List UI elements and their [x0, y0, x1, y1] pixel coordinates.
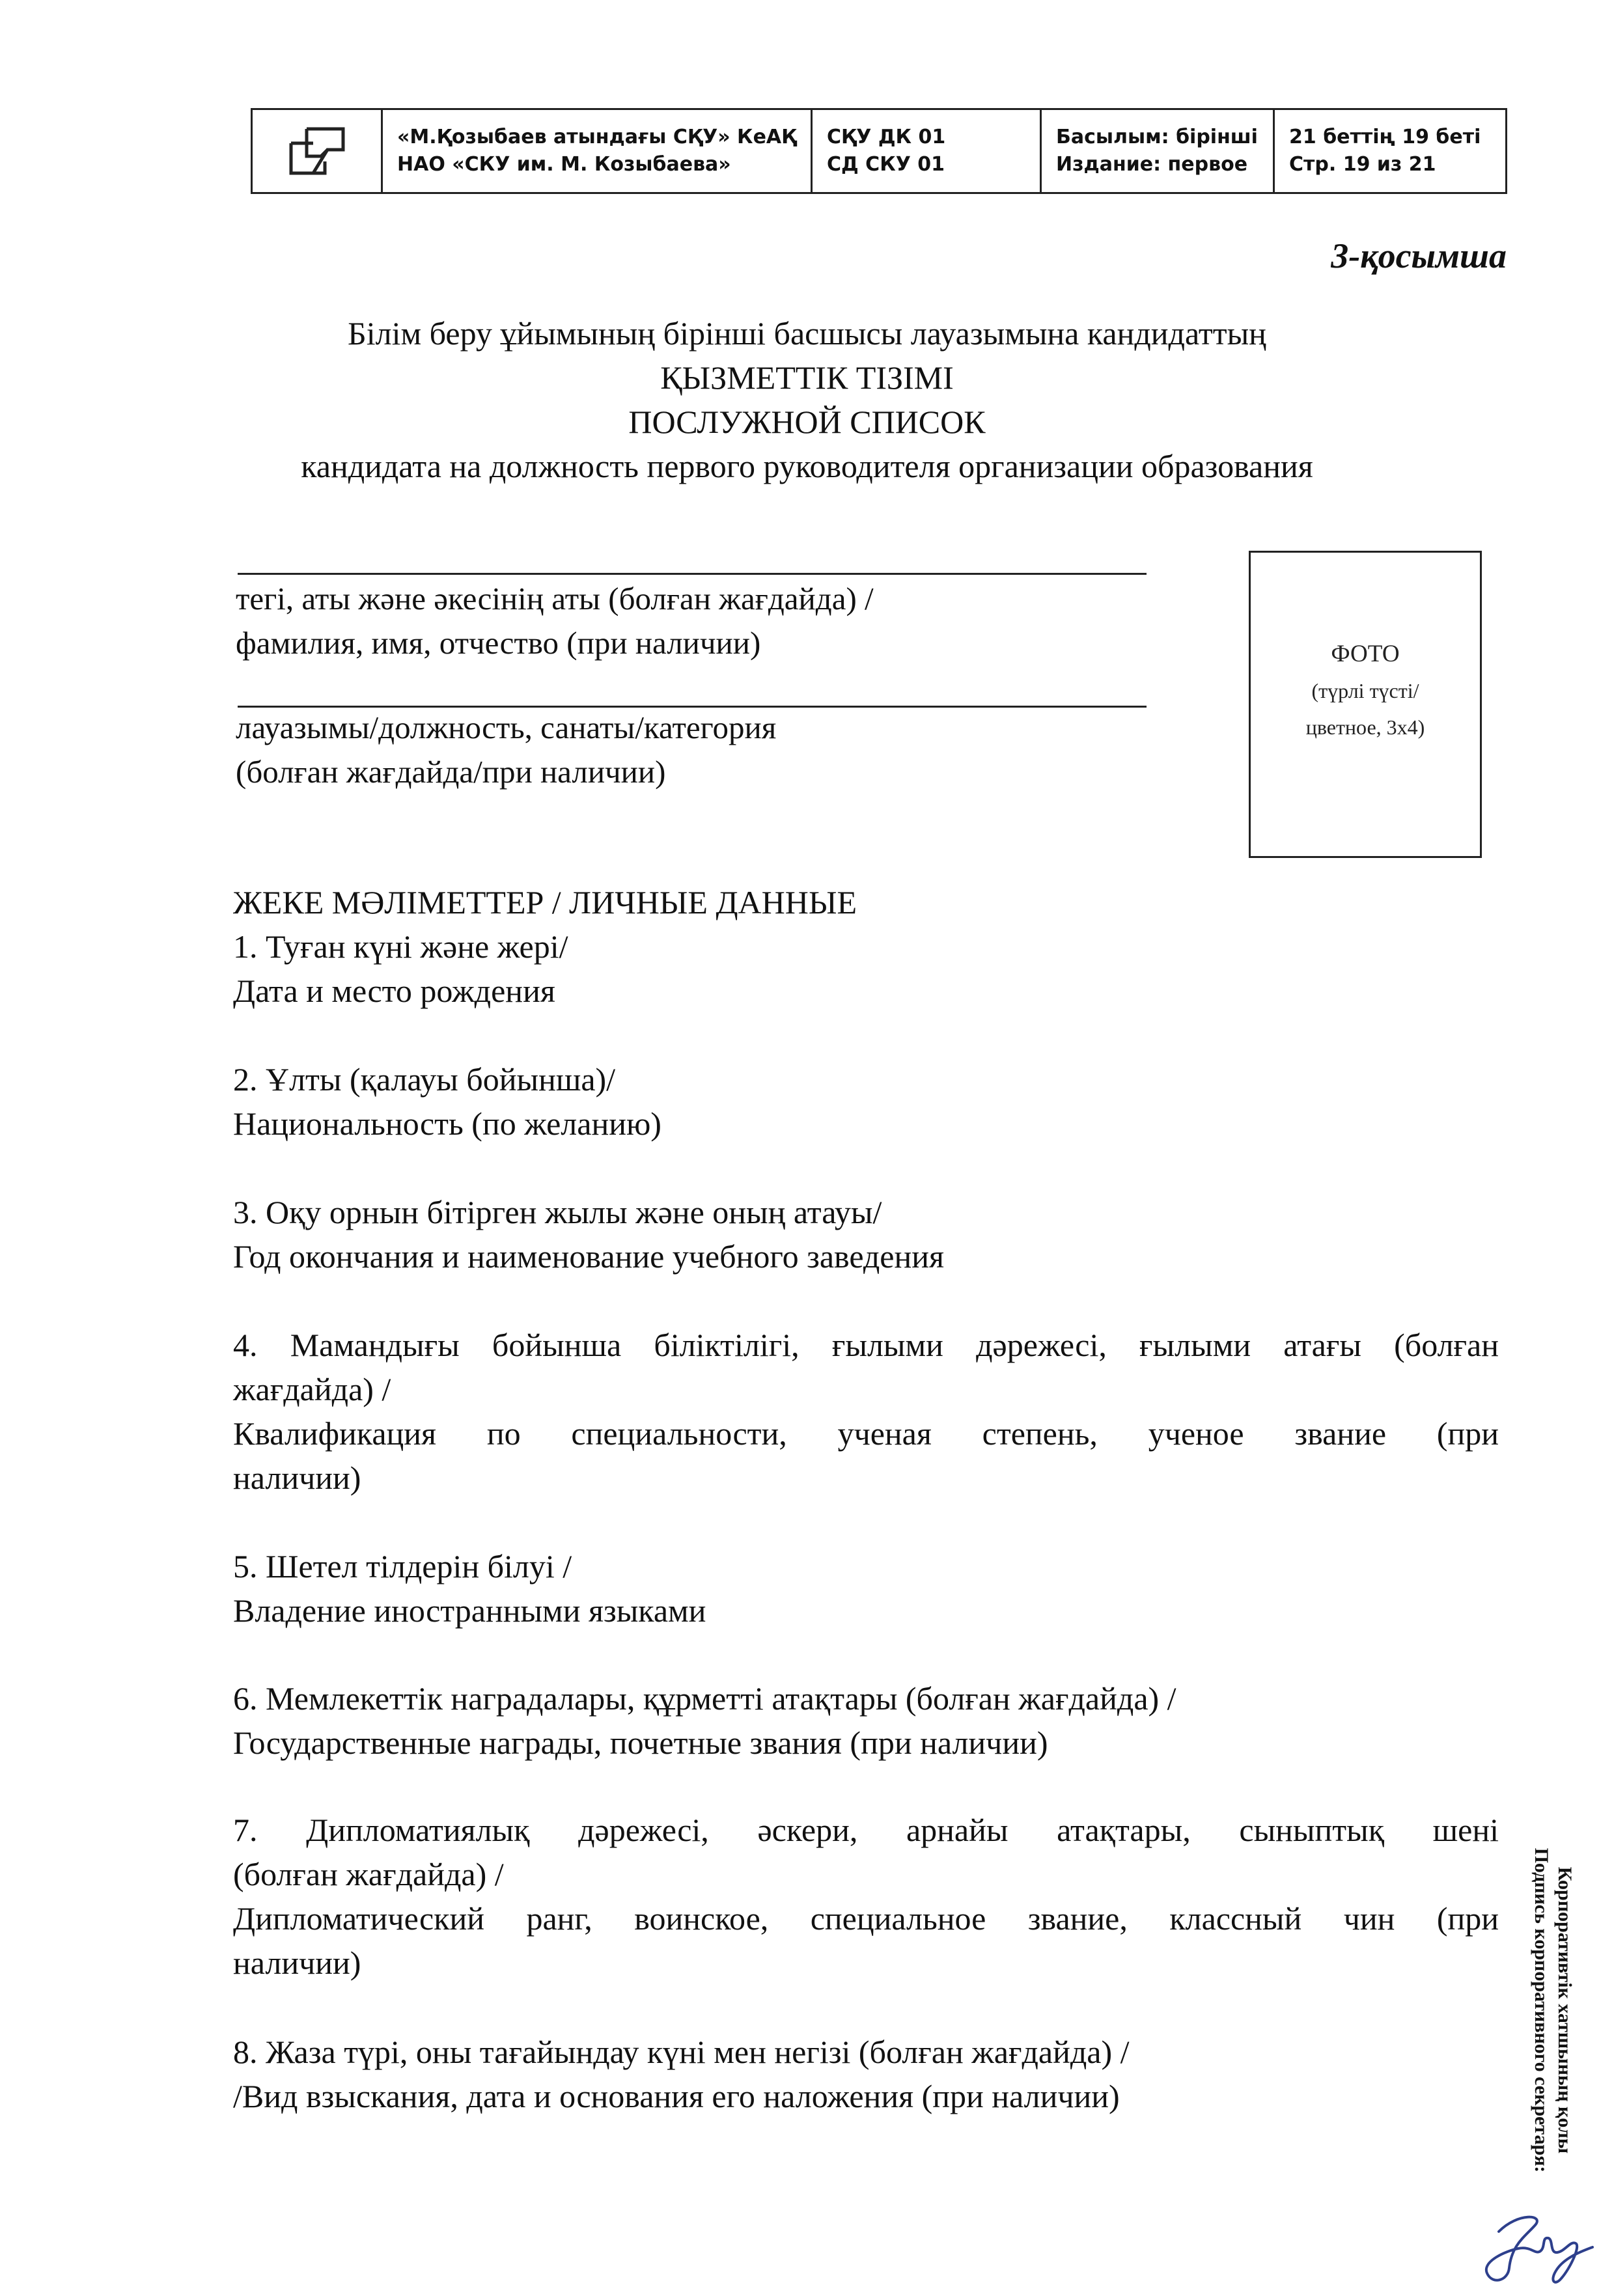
header-organization-cell	[383, 110, 813, 192]
name-fill-line[interactable]	[238, 573, 1147, 575]
item-5-ru: Владение иностранными языками	[233, 1592, 706, 1629]
name-label-kz: тегі, аты және әкесінің аты (болған жағдайда) /	[236, 581, 874, 616]
item-4-kz-line-1: 4. Мамандығы бойынша біліктілігі, ғылыми дәрежесі, ғылыми атағы (болған	[233, 1327, 1499, 1363]
header-code-ru: СД СКУ 01	[827, 153, 945, 176]
item-1-ru: Дата и место рождения	[233, 973, 555, 1009]
position-label-1: лауазымы/должность, санаты/категория	[236, 710, 777, 745]
item-4-ru-line-2: наличии)	[233, 1459, 361, 1496]
list-item	[233, 2030, 1499, 2118]
side-note-ru: Подпись корпоративного секретаря:	[1531, 1847, 1552, 2173]
item-6-ru: Государственные награды, почетные звания (при наличии)	[233, 1724, 1048, 1761]
header-page-cell	[1275, 110, 1505, 192]
item-7-ru-line-1: Дипломатический ранг, воинское, специальное звание, классный чин (при	[233, 1900, 1499, 1937]
list-item	[233, 1190, 1499, 1279]
list-item	[233, 1676, 1499, 1765]
header-edition-kz: Басылым: бірінші	[1056, 126, 1258, 148]
logo-icon	[287, 124, 347, 178]
header-page-kz: 21 беттің 19 беті	[1289, 126, 1481, 148]
header-code-kz: СҚУ ДК 01	[827, 126, 946, 148]
title-line-1: Білім беру ұйымының бірінші басшысы лауазымына кандидаттың	[348, 315, 1266, 352]
annex-label: 3-қосымша	[1331, 236, 1507, 275]
name-label-ru: фамилия, имя, отчество (при наличии)	[236, 625, 761, 661]
university-logo	[253, 110, 383, 192]
corporate-secretary-signature-note	[1531, 1789, 1576, 2232]
header-org-kz: «М.Қозыбаев атындағы СҚУ» КеАҚ	[397, 126, 797, 148]
header-edition-cell	[1042, 110, 1275, 192]
item-8-ru: /Вид взыскания, дата и основания его наложения (при наличии)	[233, 2078, 1120, 2114]
section-title: ЖЕКЕ МӘЛІМЕТТЕР / ЛИЧНЫЕ ДАННЫЕ	[233, 884, 857, 920]
signature-image	[1473, 2206, 1596, 2290]
photo-placeholder	[1249, 551, 1482, 858]
item-5-kz: 5. Шетел тілдерін білуі /	[233, 1548, 572, 1584]
item-3-kz: 3. Оқу орнын бітірген жылы және оның атауы/	[233, 1194, 882, 1230]
item-2-ru: Национальность (по желанию)	[233, 1105, 661, 1142]
photo-note-2: цветное, 3х4)	[1305, 715, 1425, 739]
item-7-kz-line-1: 7. Дипломатиялық дәрежесі, әскери, арнайы атақтары, сыныптық шені	[233, 1812, 1499, 1848]
photo-label: ФОТО	[1331, 641, 1400, 667]
title-line-2: ҚЫЗМЕТТІК ТІЗІМІ	[660, 359, 954, 396]
item-3-ru: Год окончания и наименование учебного заведения	[233, 1238, 945, 1275]
item-7-ru-line-2: наличии)	[233, 1944, 361, 1981]
list-item	[233, 1057, 1499, 1146]
item-1-kz: 1. Туған күні және жері/	[233, 928, 568, 965]
position-label-2: (болған жағдайда/при наличии)	[236, 754, 666, 790]
item-2-kz: 2. Ұлты (қалауы бойынша)/	[233, 1061, 616, 1098]
list-item	[233, 1323, 1499, 1500]
item-4-kz-line-2: жағдайда) /	[233, 1371, 391, 1407]
item-4-ru-line-1: Квалификация по специальности, ученая степень, ученое звание (при	[233, 1415, 1499, 1452]
title-line-3: ПОСЛУЖНОЙ СПИСОК	[628, 404, 986, 440]
list-item	[233, 1808, 1499, 1985]
document-header-table	[251, 108, 1507, 194]
photo-note-1: (түрлі түсті/	[1311, 679, 1419, 702]
position-field-label	[236, 706, 776, 794]
header-edition-ru: Издание: первое	[1056, 153, 1248, 176]
item-8-kz: 8. Жаза түрі, оны тағайындау күні мен негізі (болған жағдайда) /	[233, 2034, 1130, 2070]
item-7-kz-line-2: (болған жағдайда) /	[233, 1856, 504, 1892]
header-code-cell	[813, 110, 1042, 192]
side-note-kz: Корпоративтік хатшының қолы	[1554, 1866, 1576, 2154]
item-6-kz: 6. Мемлекеттік наградалары, құрметті атақтары (болған жағдайда) /	[233, 1680, 1176, 1717]
header-page-ru: Стр. 19 из 21	[1289, 153, 1436, 176]
list-item	[233, 1544, 1499, 1633]
header-org-ru: НАО «СКУ им. М. Козыбаева»	[397, 153, 731, 176]
name-field-label	[236, 577, 874, 665]
list-item	[233, 924, 1499, 1013]
title-line-4: кандидата на должность первого руководителя организации образования	[301, 448, 1313, 484]
document-title	[0, 311, 1614, 488]
